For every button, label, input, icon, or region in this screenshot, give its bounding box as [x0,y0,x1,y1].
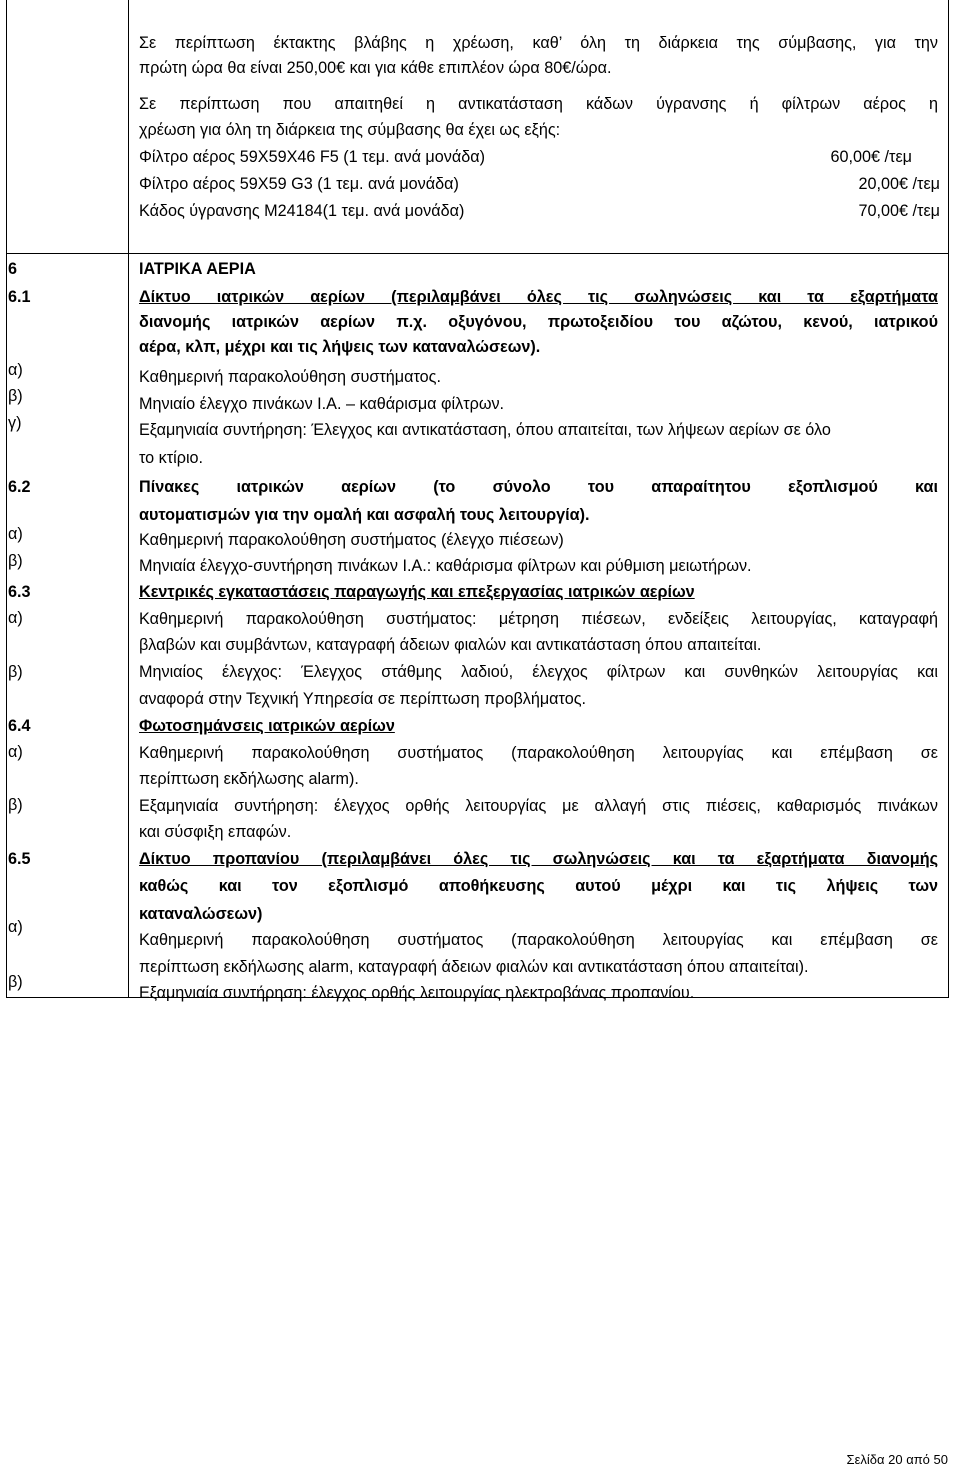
table-left-border [6,0,7,998]
item-6-4-b-label: β) [8,796,23,814]
item-6-1-a-text: Καθημερινή παρακολούθηση συστήματος. [139,368,441,386]
item-6-2-title-line2: αυτοματισμών για την ομαλή και ασφαλή τους λειτουργία). [139,506,590,524]
item-number-6-2: 6.2 [8,478,31,496]
price-value-f5-filter: 60,00€ /τεμ [830,148,912,166]
item-6-3-b-text-line2: αναφορά στην Τεχνική Υπηρεσία σε περίπτωση προβλήματος. [139,690,587,708]
item-6-1-c-text-line1: Εξαμηνιαία συντήρηση: Έλεγχος και αντικατάσταση, όπου απαιτείται, των λήψεων αερίων σε όλο [139,421,831,439]
item-6-5-a-label: α) [8,918,23,936]
item-6-3-a-text-line1: Καθημερινή παρακολούθηση συστήματος: μέτρηση πιέσεων, ενδείξεις λειτουργίας, καταγραφή [139,610,938,628]
price-item-f5-filter: Φίλτρο αέρος 59Χ59Χ46 F5 (1 τεμ. ανά μονάδα) [139,148,485,166]
item-6-2-b-label: β) [8,552,23,570]
item-6-4-a-label: α) [8,743,23,761]
item-6-3-title: Κεντρικές εγκαταστάσεις παραγωγής και επεξεργασίας ιατρικών αερίων [139,583,695,601]
item-6-1-title-line3: αέρα, κλπ, μέχρι και τις λήψεις των καταναλώσεων). [139,338,541,356]
item-6-1-title-line1: Δίκτυο ιατρικών αερίων (περιλαμβάνει όλες τις σωληνώσεις και τα εξαρτήματα [139,288,938,306]
item-6-5-a-text-line2: περίπτωση εκδήλωσης alarm, καταγραφή άδειων φιαλών και αντικατάσταση όπου απαιτείται). [139,958,809,976]
item-6-1-b-label: β) [8,387,23,405]
item-6-1-c-label: γ) [8,414,22,432]
price-item-g3-filter: Φίλτρο αέρος 59Χ59 G3 (1 τεμ. ανά μονάδα) [139,175,459,193]
table-column-divider [128,0,129,998]
item-number-6-4: 6.4 [8,717,31,735]
item-6-4-a-text-line1: Καθημερινή παρακολούθηση συστήματος (παρακολούθηση λειτουργίας και επέμβαση σε [139,744,938,762]
item-6-4-b-text-line1: Εξαμηνιαία συντήρηση: έλεγχος ορθής λειτουργίας με αλλαγή στις πιέσεις, καθαρισμός πινάκων [139,797,938,815]
item-6-5-b-label: β) [8,973,23,991]
price-value-g3-filter: 20,00€ /τεμ [858,175,940,193]
item-6-3-a-text-line2: βλαβών και συμβάντων, καταγραφή άδειων φιαλών και αντικατάσταση όπου απαιτείται. [139,636,762,654]
page-footer: Σελίδα 20 από 50 [846,1452,948,1467]
section-number: 6 [8,260,18,278]
item-6-5-b-text: Εξαμηνιαία συντήρηση: έλεγχος ορθής λειτουργίας ηλεκτροβάνας προπανίου. [139,984,695,1002]
item-6-5-title-line2: καθώς και τον εξοπλισμό αποθήκευσης αυτού μέχρι και τις λήψεις των [139,877,938,895]
item-6-2-a-label: α) [8,525,23,543]
item-number-6-5: 6.5 [8,850,31,868]
item-6-4-b-text-line2: και σύσφιξη επαφών. [139,823,292,841]
item-6-3-b-text-line1: Μηνιαίος έλεγχος: Έλεγχος στάθμης λαδιού, έλεγχος φίλτρων και συνθηκών λειτουργίας και [139,663,938,681]
item-6-1-a-label: α) [8,361,23,379]
item-6-3-b-label: β) [8,663,23,681]
item-6-3-a-label: α) [8,609,23,627]
item-6-2-b-text: Μηνιαία έλεγχο-συντήρηση πινάκων Ι.Α.: καθάρισμα φίλτρων και ρύθμιση μειωτήρων. [139,557,752,575]
paragraph-replacement-line2: χρέωση για όλη τη διάρκεια της σύμβασης θα έχει ως εξής: [139,121,561,139]
item-6-4-a-text-line2: περίπτωση εκδήλωσης alarm). [139,770,359,788]
item-6-5-a-text-line1: Καθημερινή παρακολούθηση συστήματος (παρακολούθηση λειτουργίας και επέμβαση σε [139,931,938,949]
table-row-divider [6,253,949,254]
table-right-border [948,0,949,998]
item-6-5-title-line3: καταναλώσεων) [139,905,263,923]
item-6-2-title-line1: Πίνακες ιατρικών αερίων (το σύνολο του απαραίτητου εξοπλισμού και [139,478,938,496]
item-6-4-title: Φωτοσημάνσεις ιατρικών αερίων [139,717,395,735]
paragraph-emergency-line2: πρώτη ώρα θα είναι 250,00€ και για κάθε επιπλέον ώρα 80€/ώρα. [139,59,612,77]
item-number-6-3: 6.3 [8,583,31,601]
item-6-1-c-text-line2: το κτίριο. [139,449,204,467]
item-6-2-a-text: Καθημερινή παρακολούθηση συστήματος (έλεγχο πιέσεων) [139,531,564,549]
price-value-humidifier: 70,00€ /τεμ [858,202,940,220]
item-number-6-1: 6.1 [8,288,31,306]
paragraph-emergency-line1: Σε περίπτωση έκτακτης βλάβης η χρέωση, καθ’ όλη τη διάρκεια της σύμβασης, για την [139,34,938,52]
item-6-5-title-line1: Δίκτυο προπανίου (περιλαμβάνει όλες τις σωληνώσεις και τα εξαρτήματα διανομής [139,850,938,868]
item-6-1-title-line2: διανομής ιατρικών αερίων π.χ. οξυγόνου, πρωτοξειδίου του αζώτου, κενού, ιατρικού [139,313,938,331]
section-title: ΙΑΤΡΙΚΑ ΑΕΡΙΑ [139,260,256,278]
item-6-1-b-text: Μηνιαίο έλεγχο πινάκων Ι.Α. – καθάρισμα φίλτρων. [139,395,505,413]
price-item-humidifier: Κάδος ύγρανσης Μ24184(1 τεμ. ανά μονάδα) [139,202,465,220]
paragraph-replacement-line1: Σε περίπτωση που απαιτηθεί η αντικατάσταση κάδων ύγρανσης ή φίλτρων αέρος η [139,95,938,113]
